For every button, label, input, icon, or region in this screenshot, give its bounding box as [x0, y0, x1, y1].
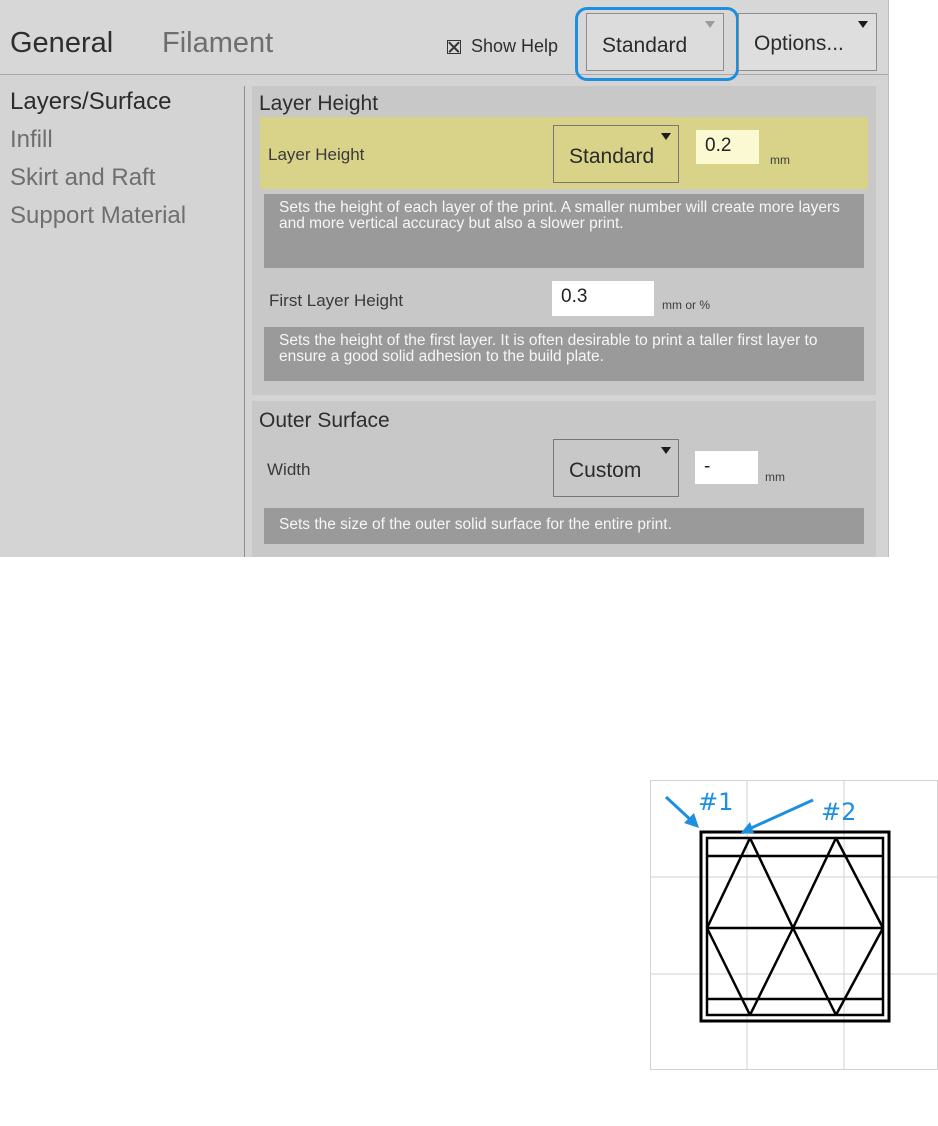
sidebar-item-support-material[interactable]: Support Material — [10, 202, 187, 229]
checkbox-icon[interactable] — [447, 40, 461, 54]
outer-surface-section — [252, 401, 876, 557]
tab-general[interactable]: General — [10, 27, 114, 59]
dropdown-label: Standard — [569, 145, 655, 168]
first-layer-height-help: Sets the height of the first layer. It is often desirable to print a taller first layer to ensure a good solid adhesion to the build plate. — [264, 327, 864, 381]
highlight-ring — [575, 7, 739, 81]
chevron-down-icon — [661, 447, 671, 454]
dropdown-label: Custom — [569, 459, 642, 482]
sidebar — [0, 75, 244, 557]
width-help: Sets the size of the outer solid surface for the entire print. — [264, 508, 864, 544]
width-label: Width — [267, 460, 311, 479]
width-preset-dropdown[interactable] — [553, 439, 679, 497]
layer-height-help: Sets the height of each layer of the print. A smaller number will create more layers and more vertical accuracy but also a slower print. — [264, 194, 864, 268]
unit-label: mm or % — [662, 298, 710, 312]
layer-height-section — [252, 86, 876, 395]
layer-height-label: Layer Height — [268, 145, 365, 164]
sidebar-divider — [244, 86, 245, 557]
options-button[interactable] — [738, 13, 877, 71]
header-bar — [0, 0, 888, 75]
show-help-toggle[interactable] — [447, 36, 558, 57]
section-title: Layer Height — [259, 92, 379, 115]
first-layer-height-input[interactable]: 0.3 — [552, 281, 654, 316]
tab-filament[interactable]: Filament — [162, 27, 274, 59]
unit-label: mm — [770, 153, 790, 167]
options-button-label: Options... — [754, 32, 844, 55]
chevron-down-icon — [858, 21, 868, 28]
preset-dropdown-label: Standard — [602, 34, 688, 57]
unit-label: mm — [765, 470, 785, 484]
annotation-1: #1 — [698, 788, 734, 816]
settings-panel — [0, 0, 889, 557]
sidebar-item-skirt-and-raft[interactable]: Skirt and Raft — [10, 164, 156, 191]
first-layer-height-label: First Layer Height — [269, 291, 404, 310]
show-help-label: Show Help — [471, 36, 559, 56]
layer-height-preset-dropdown[interactable] — [553, 125, 679, 183]
layer-height-row — [260, 117, 868, 189]
infill-diagram — [650, 780, 938, 1070]
chevron-down-icon — [661, 133, 671, 140]
section-title: Outer Surface — [259, 409, 390, 432]
sidebar-item-infill[interactable]: Infill — [10, 126, 53, 153]
width-input[interactable]: - — [695, 451, 758, 484]
sidebar-item-layers-surface[interactable]: Layers/Surface — [10, 88, 172, 115]
infill-diagram-graphic — [650, 780, 938, 1070]
layer-height-input[interactable]: 0.2 — [696, 130, 759, 164]
annotation-2: #2 — [821, 798, 857, 826]
